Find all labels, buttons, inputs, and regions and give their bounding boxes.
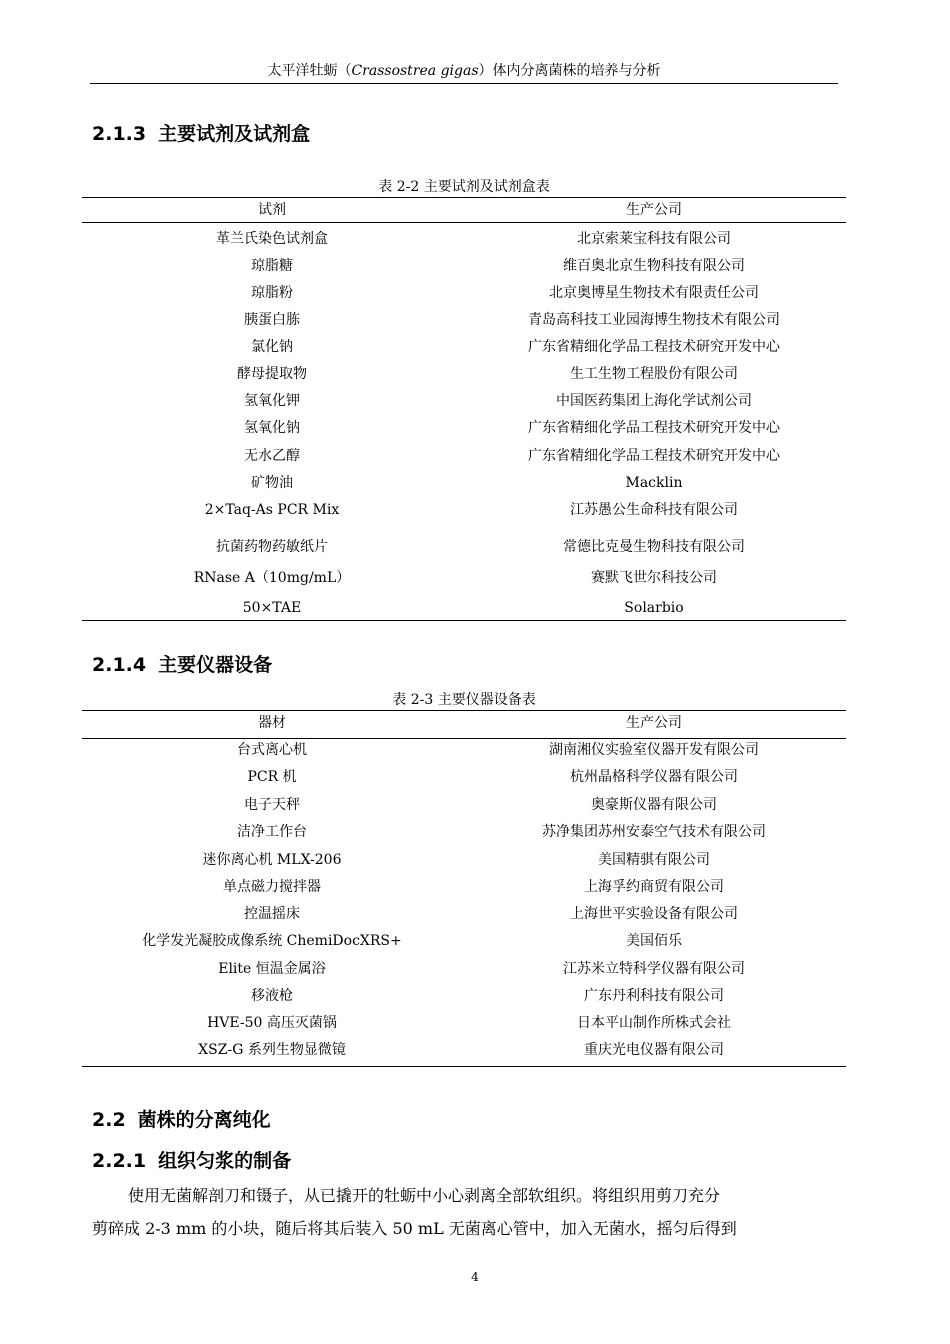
table-cell: 中国医药集团上海化学试剂公司 [556, 393, 752, 409]
section-number: 2.2 [92, 1109, 126, 1131]
table-cell: 无水乙醇 [244, 448, 300, 464]
paragraph-line-2: 剪碎成 2-3 mm 的小块，随后将其后装入 50 mL 无菌离心管中，加入无菌水，摇匀后得到 [92, 1219, 737, 1238]
table-cell: 50×TAE [242, 600, 302, 616]
table-cell: 维百奥北京生物科技有限公司 [563, 258, 745, 274]
table-cell: Solarbio [624, 600, 684, 616]
running-header [90, 61, 838, 81]
table-cell: 2×Taq-As PCR Mix [204, 502, 340, 518]
table-cell: 电子天秤 [244, 797, 300, 813]
table-cell: 广东省精细化学品工程技术研究开发中心 [528, 420, 780, 436]
table-cell: PCR 机 [247, 769, 297, 785]
section-heading-2-2 [92, 1107, 271, 1133]
column-header: 器材 [258, 715, 286, 731]
table-cell: 常德比克曼生物科技有限公司 [563, 539, 745, 555]
table-cell: 台式离心机 [237, 742, 307, 758]
table-top-rule [82, 197, 846, 198]
instruments-table [82, 710, 846, 1068]
paragraph-line-1: 使用无菌解剖刀和镊子，从已撬开的牡蛎中小心剥离全部软组织。将组织用剪刀充分 [128, 1186, 721, 1205]
section-heading-2-1-4 [92, 652, 272, 678]
table-cell: 胰蛋白胨 [244, 312, 300, 328]
table-cell: 洁净工作台 [237, 824, 307, 840]
table-cell: 迷你离心机 MLX-206 [202, 852, 342, 868]
table-cell: 抗菌药物药敏纸片 [216, 539, 328, 555]
running-header-text-end: ）体内分离菌株的培养与分析 [478, 63, 661, 79]
table-cell: 奥豪斯仪器有限公司 [591, 797, 717, 813]
section-number: 2.1.4 [92, 654, 147, 676]
table-cell: 北京奥博星生物技术有限责任公司 [549, 285, 759, 301]
table-cell: 酵母提取物 [237, 366, 307, 382]
section-title: 主要试剂及试剂盒 [158, 123, 311, 145]
header-rule [90, 83, 838, 84]
section-number: 2.2.1 [92, 1150, 147, 1172]
table-cell: RNase A（10mg/mL） [193, 570, 351, 586]
table-cell: 北京索莱宝科技有限公司 [577, 231, 731, 247]
table-cell: 生工生物工程股份有限公司 [570, 366, 738, 382]
column-header: 试剂 [258, 202, 286, 218]
table-cell: 化学发光凝胶成像系统 ChemiDocXRS+ [142, 933, 402, 949]
table-header-rule [82, 738, 846, 739]
table-cell: Macklin [625, 475, 683, 491]
page-number: 4 [471, 1270, 479, 1284]
running-header-species: Crassostrea gigas [351, 63, 479, 79]
table-top-rule [82, 710, 846, 711]
table-cell: 矿物油 [251, 475, 293, 491]
table-cell: 广东省精细化学品工程技术研究开发中心 [528, 448, 780, 464]
table-cell: 上海世平实验设备有限公司 [570, 906, 738, 922]
table-cell: 上海孚约商贸有限公司 [584, 879, 724, 895]
table-caption-2-2: 表 2-2 主要试剂及试剂盒表 [378, 179, 550, 195]
section-title: 菌株的分离纯化 [137, 1109, 271, 1131]
section-heading-2-2-1 [92, 1148, 291, 1174]
table-cell: 青岛高科技工业园海博生物技术有限公司 [528, 312, 780, 328]
table-cell: 美国精骐有限公司 [598, 852, 710, 868]
table-cell: 广东省精细化学品工程技术研究开发中心 [528, 339, 780, 355]
table-caption-2-3: 表 2-3 主要仪器设备表 [392, 692, 536, 708]
table-bottom-rule [82, 1066, 846, 1067]
table-cell: 重庆光电仪器有限公司 [584, 1042, 724, 1058]
table-cell: 控温摇床 [244, 906, 300, 922]
table-cell: 移液枪 [251, 988, 293, 1004]
table-cell: 杭州晶格科学仪器有限公司 [570, 769, 738, 785]
section-title: 组织匀浆的制备 [158, 1150, 292, 1172]
table-cell: 湖南湘仪实验室仪器开发有限公司 [549, 742, 759, 758]
reagents-table [82, 197, 846, 621]
table-cell: 氯化钠 [251, 339, 293, 355]
section-title: 主要仪器设备 [158, 654, 273, 676]
column-header: 生产公司 [626, 202, 682, 218]
table-cell: XSZ-G 系列生物显微镜 [198, 1042, 346, 1058]
table-cell: 江苏米立特科学仪器有限公司 [563, 961, 745, 977]
table-cell: 革兰氏染色试剂盒 [216, 231, 328, 247]
table-header-rule [82, 222, 846, 223]
running-header-text: 太平洋牡蛎（ [267, 63, 352, 79]
table-bottom-rule [82, 620, 846, 621]
table-cell: 琼脂粉 [251, 285, 293, 301]
table-cell: Elite 恒温金属浴 [218, 961, 326, 977]
table-cell: 氢氧化钠 [244, 420, 300, 436]
table-cell: 美国佰乐 [626, 933, 682, 949]
column-header: 生产公司 [626, 715, 682, 731]
table-cell: 氢氧化钾 [244, 393, 300, 409]
table-cell: 江苏愚公生命科技有限公司 [570, 502, 738, 518]
section-number: 2.1.3 [92, 123, 147, 145]
table-cell: HVE-50 高压灭菌锅 [207, 1015, 337, 1031]
table-cell: 琼脂糖 [251, 258, 293, 274]
table-cell: 赛默飞世尔科技公司 [591, 570, 717, 586]
table-cell: 苏净集团苏州安泰空气技术有限公司 [542, 824, 766, 840]
section-heading-2-1-3 [92, 121, 310, 147]
table-cell: 日本平山制作所株式会社 [577, 1015, 731, 1031]
table-cell: 单点磁力搅拌器 [223, 879, 321, 895]
table-cell: 广东丹利科技有限公司 [584, 988, 724, 1004]
